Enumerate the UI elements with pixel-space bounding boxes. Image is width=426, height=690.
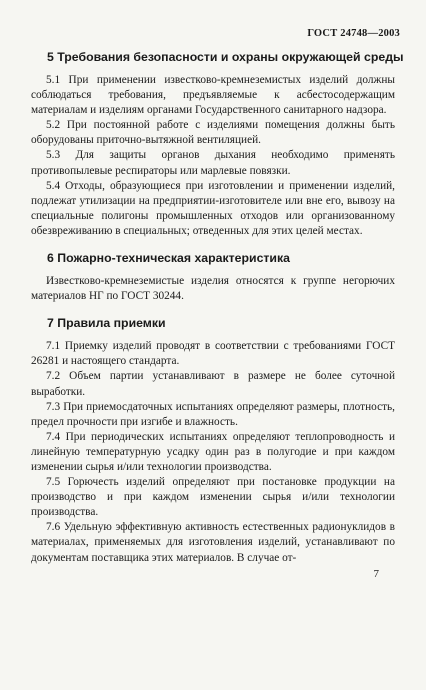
- section-title: 6 Пожарно-техническая характеристика: [47, 251, 290, 266]
- section-title: 7 Правила приемки: [47, 316, 166, 331]
- page-content: [31, 50, 404, 578]
- paragraph: 7.4 При периодических испытаниях определяют теплопроводность и линейную температурную усадку один раз в полугодие и при каждом изменении сырья и/или технологии производства.: [31, 430, 395, 473]
- paragraph: 7.5 Горючесть изделий определяют при постановке продукции на производство и при каждом изменении сырья и/или технологии производства.: [31, 476, 395, 519]
- paragraph: 7.1 Приемку изделий проводят в соответствии с требованиями ГОСТ 26281 и настоящего стандарта.: [31, 340, 395, 368]
- paragraph: 5.2 При постоянной работе с изделиями помещения должны быть оборудованы приточно-вытяжной вентиляцией.: [31, 119, 395, 147]
- section-safety: [31, 50, 404, 239]
- section-title: 5 Требования безопасности и охраны окружающей среды: [47, 50, 404, 64]
- paragraph: 7.2 Объем партии устанавливают в размере не более суточной выработки.: [31, 370, 395, 398]
- standard-number: ГОСТ 24748—2003: [307, 28, 400, 39]
- section-fire: [31, 251, 395, 304]
- paragraph: 5.1 При применении известково-кремнеземистых изделий должны соблюдаться требования, предъявляемые к асбестосодержащим материалам и изделиям органами Государственного санитарного надзора.: [31, 74, 395, 117]
- paragraph: 5.4 Отходы, образующиеся при изготовлении и применении изделий, подлежат утилизации на предприятии-изготовителе или вне его, вывозу на специальные полигоны промышленных отходов или организованному обезвреживанию в специальных; отведенных для этих целей местах.: [31, 179, 395, 237]
- page-number: 7: [373, 568, 379, 580]
- section-acceptance: [31, 316, 395, 565]
- paragraph: 7.3 При приемосдаточных испытаниях определяют размеры, плотность, предел прочности при изгибе и влажность.: [31, 400, 395, 428]
- paragraph: Известково-кремнеземистые изделия относятся к группе негорючих материалов НГ по ГОСТ 30244.: [31, 275, 395, 303]
- paragraph: 5.3 Для защиты органов дыхания необходимо применять противопылевые респираторы или марлевые повязки.: [31, 149, 395, 177]
- paragraph: 7.6 Удельную эффективную активность естественных радионуклидов в материалах, применяемых для изготовления изделий, устанавливают по документам поставщика этих материалов. В случае от-: [31, 521, 395, 564]
